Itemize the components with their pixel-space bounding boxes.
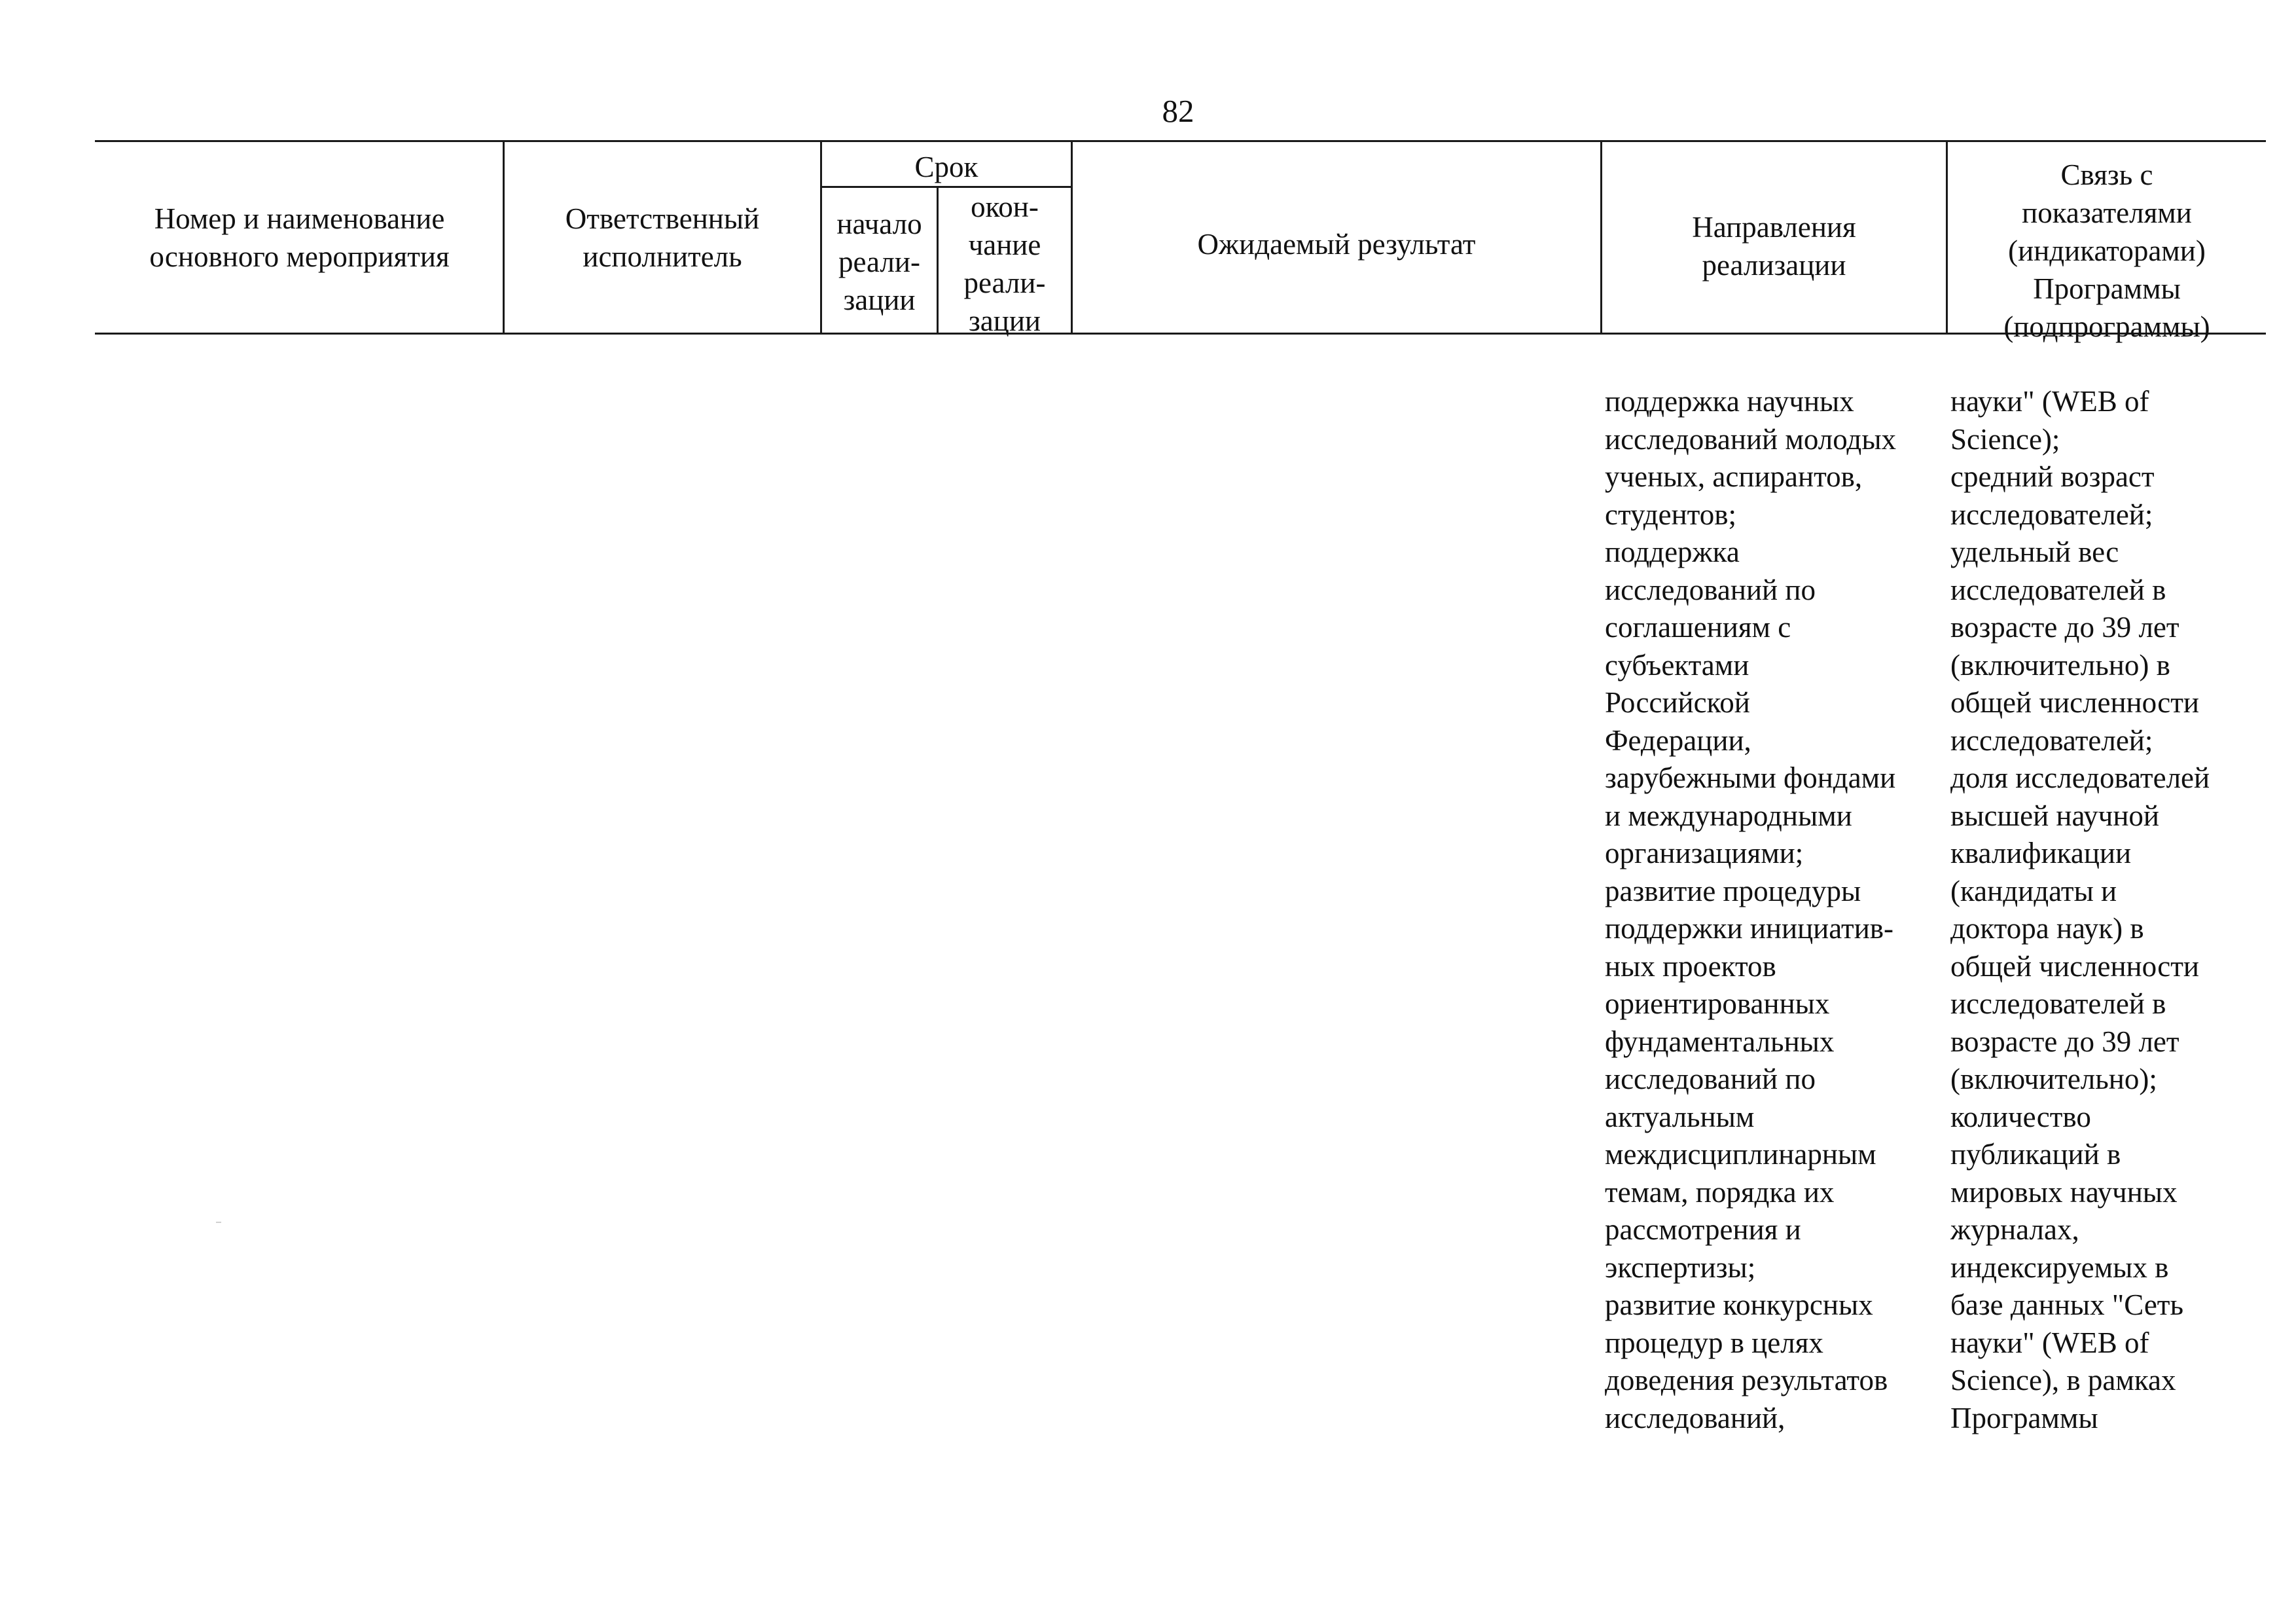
indicators-line: мировых научных <box>1950 1175 2178 1209</box>
directions-line: Российской <box>1605 686 1750 719</box>
indicators-line: исследователей; <box>1950 723 2153 757</box>
indicators-line: средний возраст <box>1950 460 2155 493</box>
directions-line: студентов; <box>1605 498 1736 531</box>
scan-speck <box>216 1222 221 1223</box>
header-activity: Номер и наименование основного мероприятия <box>149 202 450 273</box>
indicators-line: публикаций в <box>1950 1138 2121 1171</box>
table-header-bottom-rule <box>95 333 2266 335</box>
directions-line: соглашениям с <box>1605 611 1791 644</box>
indicators-line: высшей научной <box>1950 799 2159 832</box>
indicators-text <box>1950 383 2210 1437</box>
indicators-line: общей численности <box>1950 686 2199 719</box>
directions-line: рассмотрения и <box>1605 1213 1801 1246</box>
directions-line: организациями; <box>1605 837 1804 869</box>
indicators-line: доля исследователей <box>1950 761 2210 794</box>
directions-line: процедур в целях <box>1605 1326 1823 1359</box>
indicators-line: (включительно); <box>1950 1063 2157 1095</box>
table-top-rule <box>95 140 2266 142</box>
directions-line: ных проектов <box>1605 949 1776 983</box>
indicators-line: Программы <box>1950 1401 2098 1434</box>
header-executor: Ответственный исполнитель <box>565 202 760 273</box>
header-indicators: Связь с показателями (индикаторами) Программы (подпрограммы) <box>2003 158 2210 343</box>
header-result: Ожидаемый результат <box>1197 228 1476 261</box>
indicators-line: доктора наук) в <box>1950 912 2144 945</box>
directions-line: ориентированных <box>1605 987 1830 1020</box>
directions-text <box>1605 383 1896 1437</box>
header-end: окон- чание реали- зации <box>963 191 1046 337</box>
header-directions: Направления реализации <box>1692 211 1856 282</box>
directions-line: и международными <box>1605 799 1852 832</box>
indicators-line: возрасте до 39 лет <box>1950 611 2179 644</box>
page-number: 82 <box>1162 93 1194 129</box>
directions-line: исследований, <box>1605 1401 1785 1434</box>
header-start: начало реали- зации <box>836 208 922 316</box>
indicators-line: исследователей; <box>1950 498 2153 531</box>
directions-line: доведения результатов <box>1605 1364 1888 1396</box>
directions-line: развитие конкурсных <box>1605 1288 1873 1321</box>
indicators-line: науки" (WEB of <box>1950 385 2149 418</box>
directions-line: Федерации, <box>1605 723 1751 757</box>
indicators-line: Science), в рамках <box>1950 1364 2176 1396</box>
indicators-line: индексируемых в <box>1950 1250 2169 1284</box>
directions-line: субъектами <box>1605 648 1749 682</box>
directions-line: исследований по <box>1605 1063 1816 1095</box>
directions-line: междисциплинарным <box>1605 1138 1876 1171</box>
indicators-line: общей численности <box>1950 949 2199 983</box>
indicators-line: количество <box>1950 1100 2091 1133</box>
directions-line: исследований молодых <box>1605 422 1897 456</box>
directions-line: темам, порядка их <box>1605 1175 1835 1209</box>
column-divider <box>503 141 505 334</box>
indicators-line: удельный вес <box>1950 536 2119 568</box>
indicators-line: (включительно) в <box>1950 648 2170 682</box>
directions-line: поддержка научных <box>1605 385 1854 418</box>
directions-line: экспертизы; <box>1605 1250 1756 1284</box>
indicators-line: базе данных "Сеть <box>1950 1288 2183 1321</box>
directions-line: поддержки инициатив- <box>1605 912 1894 945</box>
indicators-line: науки" (WEB of <box>1950 1326 2149 1359</box>
directions-line: актуальным <box>1605 1100 1755 1133</box>
indicators-line: Science); <box>1950 422 2060 456</box>
indicators-line: исследователей в <box>1950 987 2166 1020</box>
indicators-line: квалификации <box>1950 837 2132 869</box>
indicators-line: возрасте до 39 лет <box>1950 1025 2179 1058</box>
indicators-line: исследователей в <box>1950 573 2166 606</box>
indicators-line: (кандидаты и <box>1950 874 2117 907</box>
directions-line: развитие процедуры <box>1605 874 1861 907</box>
indicators-line: журналах, <box>1950 1213 2079 1246</box>
directions-line: фундаментальных <box>1605 1025 1835 1058</box>
directions-line: исследований по <box>1605 573 1816 606</box>
directions-line: ученых, аспирантов, <box>1605 460 1863 493</box>
directions-line: зарубежными фондами <box>1605 761 1896 794</box>
header-srok: Срок <box>914 151 978 183</box>
directions-line: поддержка <box>1605 536 1740 568</box>
